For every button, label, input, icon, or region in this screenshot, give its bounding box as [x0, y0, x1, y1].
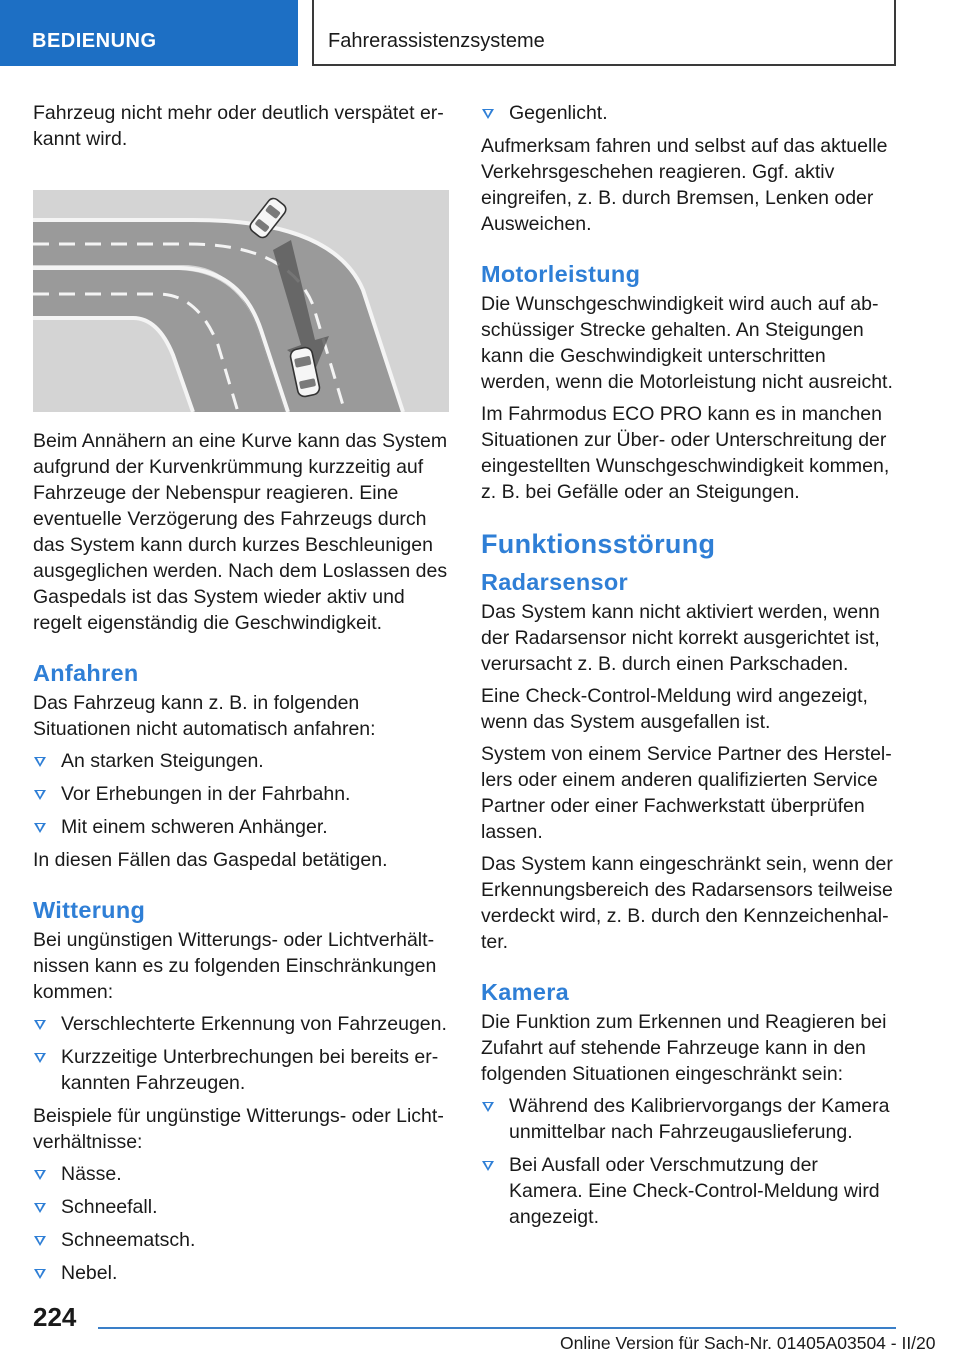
heading-motorleistung: Motorleistung: [481, 261, 641, 287]
motorleistung-p2: Im Fahrmodus ECO PRO kann es in manchen Situationen zur Über- oder Unterschreitung der eingestellten Wunschgeschwindigkeit kommen, z. B. bei Gefälle oder an Steigungen.: [481, 403, 890, 503]
bullet-triangle-icon: [34, 757, 46, 767]
continued-list: [481, 100, 895, 126]
list-item: Bei Ausfall oder Verschmutzung der Kamera. Eine Check-Control-Meldung wird angezeigt.: [481, 1152, 895, 1230]
figure-caption: Beim Annähern an eine Kurve kann das System aufgrund der Kurvenkrümmung kurzzeitig auf Fahrzeuge der Nebenspur reagieren. Eine eventuelle Verzögerung des Fahrzeugs durch das System kann durch kurzes Beschleunigen ausgeglichen werden. Nach dem Loslassen des Gaspedals ist das System wieder aktiv und regelt eigenständig die Geschwindigkeit.: [33, 430, 448, 634]
kamera-text: Die Funktion zum Erkennen und Reagieren bei Zufahrt auf stehende Fahrzeuge kann in den folgenden Situationen eingeschränkt sein:: [481, 1011, 887, 1085]
witterung-text: Bei ungünstigen Witterungs- oder Lichtverhältnissen kann es zu folgenden Einschränkungen kommen:: [33, 929, 437, 1003]
bullet-triangle-icon: [482, 109, 494, 119]
anfahren-outro: In diesen Fällen das Gaspedal betätigen.: [33, 849, 388, 871]
road-curve-diagram: [33, 190, 449, 412]
witterung-examples-text: Beispiele für ungünstige Witterungs- oder Lichtverhältnisse:: [33, 1105, 444, 1153]
page-number: 224: [33, 1302, 77, 1332]
footer-divider: [98, 1327, 896, 1329]
anfahren-list: [33, 748, 449, 840]
list-item: Gegenlicht.: [481, 100, 895, 126]
bullet-triangle-icon: [482, 1161, 494, 1171]
radarsensor-p4: Das System kann eingeschränkt sein, wenn der Erkennungsbereich des Radarsensors teilweise verdeckt wird, z. B. durch den Kennzeichenhalter.: [481, 853, 893, 953]
anfahren-text: Das Fahrzeug kann z. B. in folgenden Situationen nicht automatisch anfahren:: [33, 692, 376, 740]
left-column: [33, 100, 449, 1293]
curve-illustration: [33, 190, 449, 412]
page-header: [0, 0, 960, 68]
witterung-examples-list: [33, 1161, 449, 1286]
list-item: Nebel.: [33, 1260, 449, 1286]
bullet-triangle-icon: [34, 1236, 46, 1246]
heading-funktionsstoerung: Funktionsstörung: [481, 529, 716, 559]
intro-paragraph: Fahrzeug nicht mehr oder deutlich verspätet erkannt wird.: [33, 102, 444, 150]
list-item: Während des Kalibriervorgangs der Kamera unmittelbar nach Fahrzeugauslieferung.: [481, 1093, 895, 1145]
motorleistung-p1: Die Wunschgeschwindigkeit wird auch auf abschüssiger Strecke gehalten. An Steigungen kann die Geschwindigkeit unterschritten werden, wenn die Motorleistung nicht ausreicht.: [481, 293, 893, 393]
radarsensor-p2: Eine Check-Control-Meldung wird angezeigt, wenn das System ausgefallen ist.: [481, 685, 868, 733]
section-tab[interactable]: BEDIENUNG: [0, 0, 298, 66]
kamera-list: [481, 1093, 895, 1230]
radarsensor-p1: Das System kann nicht aktiviert werden, wenn der Radarsensor nicht korrekt ausgerichtet ist, verursacht z. B. durch einen Parkschaden.: [481, 601, 880, 675]
heading-radarsensor: Radarsensor: [481, 569, 628, 595]
footer-version-text: Online Version für Sach-Nr. 01405A03504 - II/20: [560, 1333, 936, 1353]
list-item: Schneefall.: [33, 1194, 449, 1220]
list-item: Schneematsch.: [33, 1227, 449, 1253]
list-item: Vor Erhebungen in der Fahrbahn.: [33, 781, 449, 807]
bullet-triangle-icon: [34, 823, 46, 833]
list-item: Mit einem schweren Anhänger.: [33, 814, 449, 840]
bullet-triangle-icon: [34, 1203, 46, 1213]
list-item: Kurzzeitige Unterbrechungen bei bereits erkannten Fahrzeugen.: [33, 1044, 449, 1096]
bullet-triangle-icon: [482, 1102, 494, 1112]
list-item: An starken Steigungen.: [33, 748, 449, 774]
heading-kamera: Kamera: [481, 979, 570, 1005]
bullet-triangle-icon: [34, 1020, 46, 1030]
attention-paragraph: Aufmerksam fahren und selbst auf das aktuelle Verkehrsgeschehen reagieren. Ggf. aktiv eingreifen, z. B. durch Bremsen, Lenken oder Ausweichen.: [481, 135, 888, 235]
chapter-title[interactable]: Fahrerassistenzsysteme: [312, 0, 896, 66]
witterung-list: [33, 1011, 449, 1096]
heading-witterung: Witterung: [33, 897, 146, 923]
bullet-triangle-icon: [34, 1269, 46, 1279]
bullet-triangle-icon: [34, 1053, 46, 1063]
bullet-triangle-icon: [34, 790, 46, 800]
heading-anfahren: Anfahren: [33, 660, 139, 686]
bullet-triangle-icon: [34, 1170, 46, 1180]
list-item: Nässe.: [33, 1161, 449, 1187]
right-column: [481, 100, 895, 1237]
list-item: Verschlechterte Erkennung von Fahrzeugen.: [33, 1011, 449, 1037]
radarsensor-p3: System von einem Service Partner des Herstellers oder einem anderen qualifizierten Service Partner oder einer Fachwerkstatt überprüfen lassen.: [481, 743, 892, 843]
